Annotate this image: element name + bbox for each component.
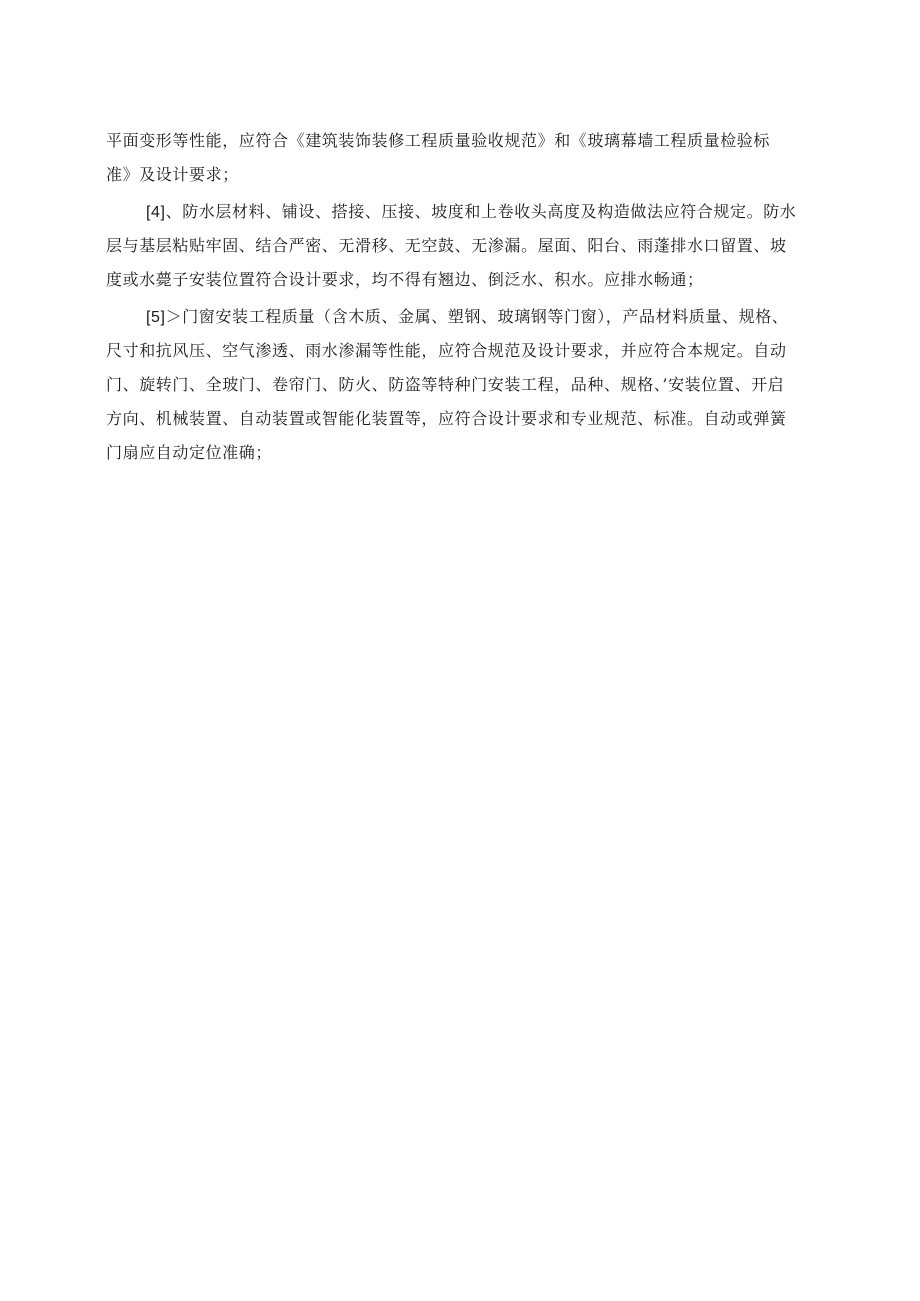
item-number: [5] (146, 309, 166, 326)
text-line: 门扇应自动定位准确； (106, 443, 273, 462)
text-line: 方向、机械装置、自动装置或智能化装置等，应符合设计要求和专业规范、标准。自动或弹簧 (106, 409, 787, 428)
text-line: 门、旋转门、全玻门、卷帘门、防火、防盗等特种门安装工程，品种、规格、’安装位置、开启 (106, 375, 785, 394)
text-line: 度或水薨子安装位置符合设计要求，均不得有翘边、倒泛水、积水。应排水畅通； (106, 270, 704, 289)
text-line (106, 195, 818, 229)
text-line: 准》及设计要求； (106, 165, 239, 184)
paragraph-item-4 (106, 195, 818, 297)
item-number: [4] (146, 204, 166, 221)
paragraph-item-5 (106, 300, 818, 470)
text-line: 层与基层粘贴牢固、结合严密、无滑移、无空鼓、无渗漏。屋面、阳台、雨蓬排水口留置、坡 (106, 236, 787, 255)
paragraph-continuation (106, 124, 818, 192)
body-text (106, 124, 818, 470)
text-line: 平面变形等性能，应符合《建筑装饰装修工程质量验收规范》和《玻璃幕墙工程质量检验标 (106, 131, 771, 150)
text-run: ＞门窗安装工程质量（含木质、金属、塑钢、玻璃钢等门窗），产品材料质量、规格、 (165, 307, 789, 326)
text-run: 、防水层材料、铺设、搭接、压接、坡度和上卷收头高度及构造做法应符合规定。防水 (165, 202, 797, 221)
text-line (106, 300, 818, 334)
text-line: 尺寸和抗风压、空气渗透、雨水渗漏等性能，应符合规范及设计要求，并应符合本规定。自动 (106, 341, 787, 360)
